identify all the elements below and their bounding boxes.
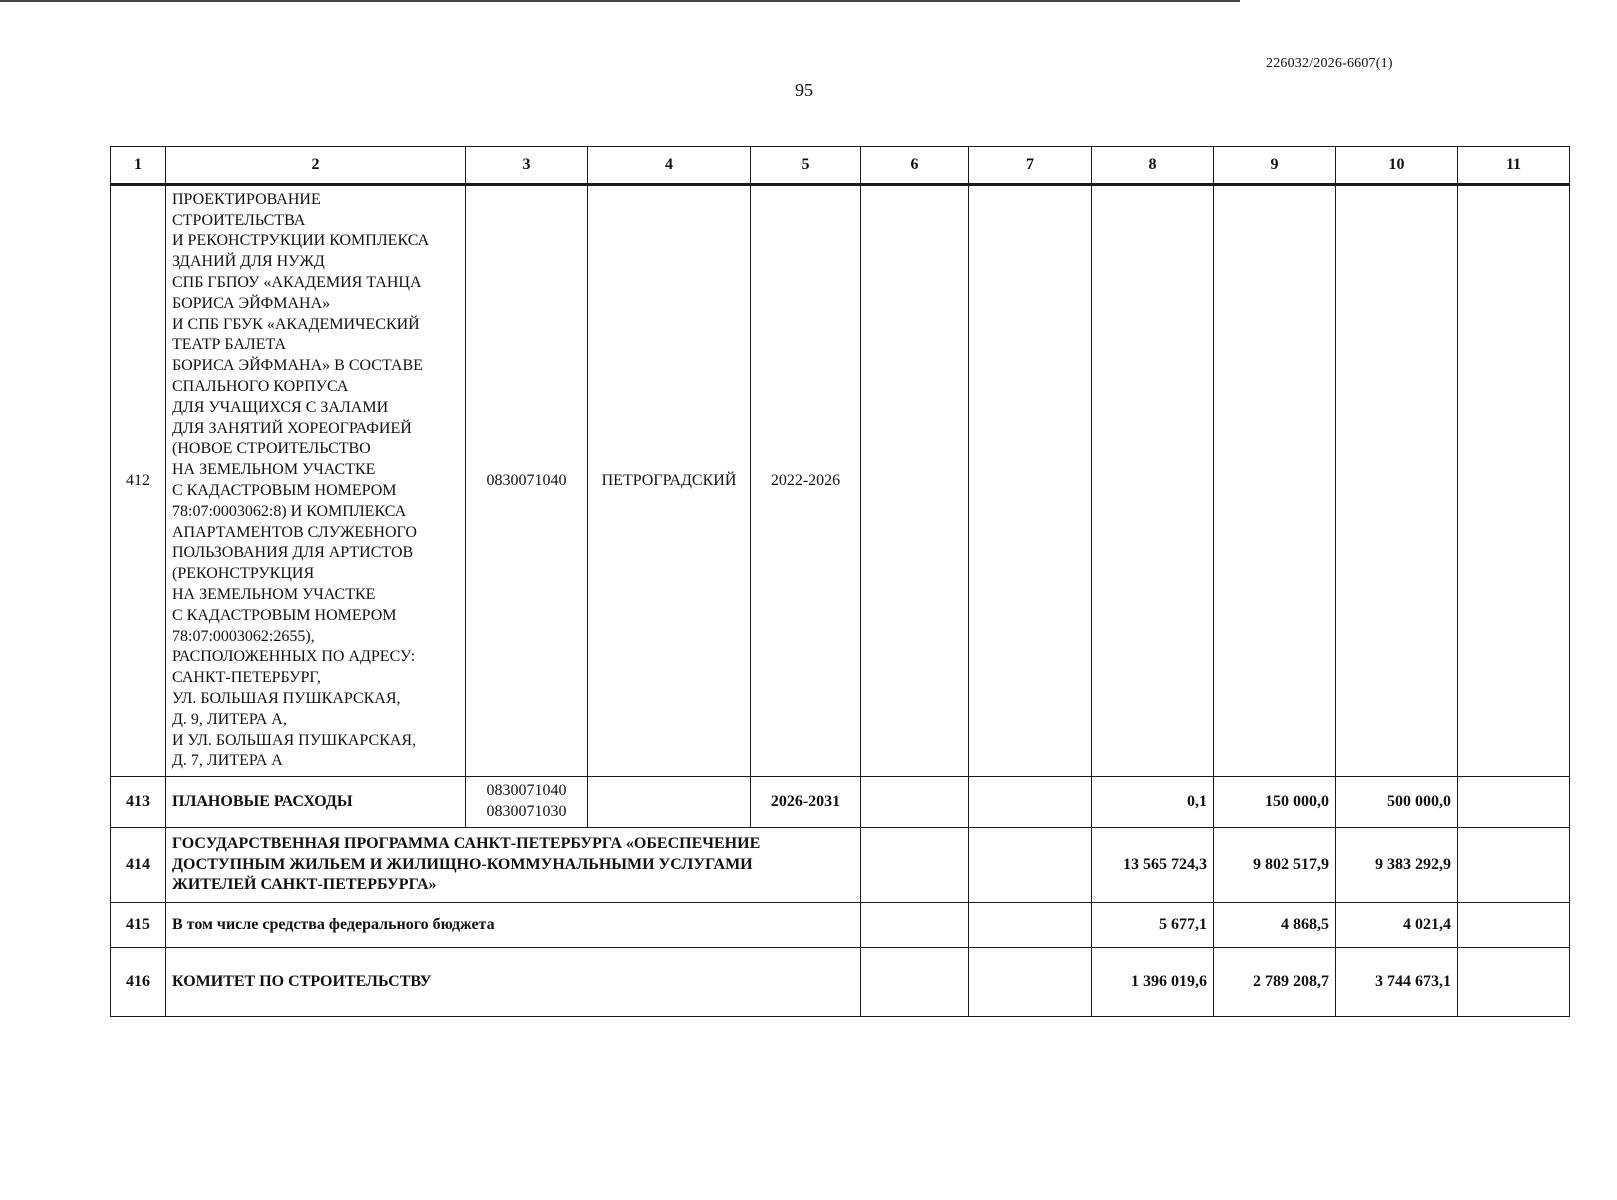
value-cell-col10: 4 021,4: [1336, 903, 1458, 948]
column-header: 7: [969, 147, 1092, 185]
value-cell-col6: [861, 185, 969, 777]
value-cell-col6: [861, 777, 969, 828]
value-cell-col11: [1458, 777, 1570, 828]
program-title-cell: [166, 828, 861, 903]
project-name-cell: [166, 185, 466, 777]
project-name-line: С КАДАСТРОВЫМ НОМЕРОМ: [172, 606, 397, 624]
row-number: 412: [111, 185, 166, 777]
district-cell: [588, 777, 751, 828]
column-header: 3: [466, 147, 588, 185]
project-name-line: 78:07:0003062:8) И КОМПЛЕКСА: [172, 502, 407, 520]
planned-expenses-label: ПЛАНОВЫЕ РАСХОДЫ: [166, 777, 466, 828]
value-cell-col9: [1214, 185, 1336, 777]
value-cell-col11: [1458, 903, 1570, 948]
value-cell-col10: 9 383 292,9: [1336, 828, 1458, 903]
district-cell: ПЕТРОГРАДСКИЙ: [588, 185, 751, 777]
value-cell-col9: 4 868,5: [1214, 903, 1336, 948]
column-header: 5: [751, 147, 861, 185]
budget-code: 0830071040: [486, 782, 567, 800]
column-header: 11: [1458, 147, 1570, 185]
column-header: 6: [861, 147, 969, 185]
column-header: 8: [1092, 147, 1214, 185]
project-name-line: И РЕКОНСТРУКЦИИ КОМПЛЕКСА: [172, 232, 430, 250]
value-cell-col6: [861, 948, 969, 1017]
table-row: [111, 828, 1570, 903]
row-number: 415: [111, 903, 166, 948]
budget-code-cell: 0830071040: [466, 185, 588, 777]
project-name-line: СПБ ГБПОУ «АКАДЕМИЯ ТАНЦА: [172, 274, 422, 292]
project-name-line: (РЕКОНСТРУКЦИЯ: [172, 565, 315, 583]
project-name-line: ТЕАТР БАЛЕТА: [172, 336, 287, 354]
program-title-line: ГОСУДАРСТВЕННАЯ ПРОГРАММА САНКТ-ПЕТЕРБУРГА «ОБЕСПЕЧЕНИЕ: [172, 834, 761, 852]
project-name-line: И УЛ. БОЛЬШАЯ ПУШКАРСКАЯ,: [172, 731, 417, 749]
row-number: 416: [111, 948, 166, 1017]
value-cell-col9: 9 802 517,9: [1214, 828, 1336, 903]
table-row: [111, 903, 1570, 948]
column-header: 9: [1214, 147, 1336, 185]
program-title-line: ДОСТУПНЫМ ЖИЛЬЕМ И ЖИЛИЩНО-КОММУНАЛЬНЫМИ УСЛУГАМИ: [172, 855, 753, 873]
project-name-line: И СПБ ГБУК «АКАДЕМИЧЕСКИЙ: [172, 315, 420, 333]
column-header: 2: [166, 147, 466, 185]
project-name-line: САНКТ-ПЕТЕРБУРГ,: [172, 669, 321, 687]
period-cell: 2026-2031: [751, 777, 861, 828]
project-name-line: НА ЗЕМЕЛЬНОМ УЧАСТКЕ: [172, 585, 376, 603]
budget-code-cell: [466, 777, 588, 828]
column-header: 10: [1336, 147, 1458, 185]
value-cell-col8: 13 565 724,3: [1092, 828, 1214, 903]
project-name-line: БОРИСА ЭЙФМАНА» В СОСТАВЕ: [172, 357, 423, 375]
value-cell-col10: 500 000,0: [1336, 777, 1458, 828]
period-cell: 2022-2026: [751, 185, 861, 777]
page-number: 95: [795, 80, 813, 100]
project-name-line: ДЛЯ ЗАНЯТИЙ ХОРЕОГРАФИЕЙ: [172, 419, 412, 437]
value-cell-col7: [969, 777, 1092, 828]
value-cell-col8: 0,1: [1092, 777, 1214, 828]
project-name-line: СТРОИТЕЛЬСТВА: [172, 211, 306, 229]
project-name-line: РАСПОЛОЖЕННЫХ ПО АДРЕСУ:: [172, 648, 416, 666]
value-cell-col6: [861, 828, 969, 903]
top-border-line: [0, 0, 1240, 2]
value-cell-col8: [1092, 185, 1214, 777]
project-name-line: УЛ. БОЛЬШАЯ ПУШКАРСКАЯ,: [172, 689, 401, 707]
value-cell-col11: [1458, 948, 1570, 1017]
program-title-line: ЖИТЕЛЕЙ САНКТ-ПЕТЕРБУРГА»: [172, 876, 437, 894]
project-name-line: АПАРТАМЕНТОВ СЛУЖЕБНОГО: [172, 523, 417, 541]
construction-committee-label: КОМИТЕТ ПО СТРОИТЕЛЬСТВУ: [166, 948, 861, 1017]
project-name-line: 78:07:0003062:2655),: [172, 627, 315, 645]
project-name-line: Д. 9, ЛИТЕРА А,: [172, 710, 287, 728]
federal-budget-label: В том числе средства федерального бюджета: [166, 903, 861, 948]
table-header-row: [111, 147, 1570, 185]
table-row: [111, 777, 1570, 828]
row-number: 413: [111, 777, 166, 828]
value-cell-col10: [1336, 185, 1458, 777]
project-name-line: Д. 7, ЛИТЕРА А: [172, 752, 283, 770]
value-cell-col9: 150 000,0: [1214, 777, 1336, 828]
column-header: 4: [588, 147, 751, 185]
value-cell-col10: 3 744 673,1: [1336, 948, 1458, 1017]
project-name-line: ДЛЯ УЧАЩИХСЯ С ЗАЛАМИ: [172, 398, 389, 416]
budget-code: 0830071030: [486, 803, 567, 820]
value-cell-col7: [969, 903, 1092, 948]
value-cell-col7: [969, 948, 1092, 1017]
table-row: [111, 185, 1570, 777]
value-cell-col7: [969, 185, 1092, 777]
value-cell-col11: [1458, 185, 1570, 777]
value-cell-col7: [969, 828, 1092, 903]
project-name-line: ПОЛЬЗОВАНИЯ ДЛЯ АРТИСТОВ: [172, 544, 414, 562]
value-cell-col9: 2 789 208,7: [1214, 948, 1336, 1017]
column-header: 1: [111, 147, 166, 185]
project-name-line: ЗДАНИЙ ДЛЯ НУЖД: [172, 253, 325, 271]
value-cell-col8: 1 396 019,6: [1092, 948, 1214, 1017]
table-row: [111, 948, 1570, 1017]
project-name-line: НА ЗЕМЕЛЬНОМ УЧАСТКЕ: [172, 461, 376, 479]
project-name-line: СПАЛЬНОГО КОРПУСА: [172, 378, 349, 396]
project-name-line: (НОВОЕ СТРОИТЕЛЬСТВО: [172, 440, 371, 458]
budget-table: [110, 146, 1570, 1017]
value-cell-col8: 5 677,1: [1092, 903, 1214, 948]
project-name-line: БОРИСА ЭЙФМАНА»: [172, 294, 331, 312]
document-number: 226032/2026-6607(1): [1266, 56, 1393, 71]
project-name-line: С КАДАСТРОВЫМ НОМЕРОМ: [172, 482, 397, 499]
value-cell-col11: [1458, 828, 1570, 903]
row-number: 414: [111, 828, 166, 903]
value-cell-col6: [861, 903, 969, 948]
project-name-line: ПРОЕКТИРОВАНИЕ: [172, 190, 321, 208]
